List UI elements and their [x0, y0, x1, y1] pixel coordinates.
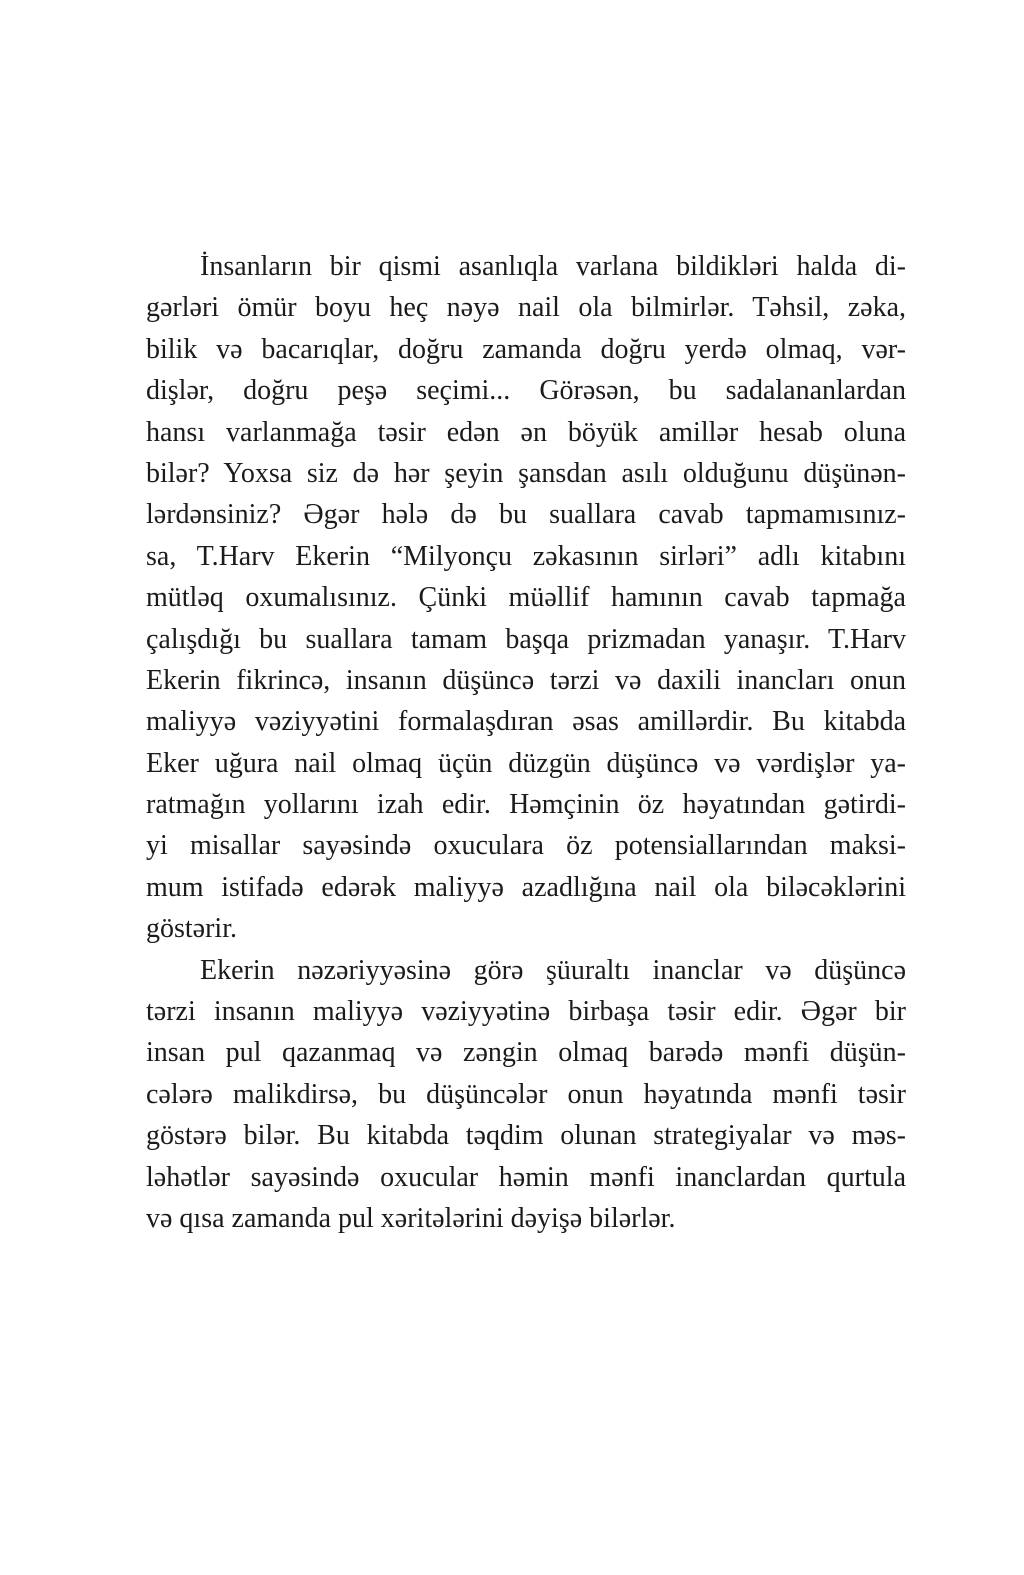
text-line: dişlər, doğru peşə seçimi... Görəsən, bu sadalananlardan — [146, 375, 906, 407]
text-line: gərləri ömür boyu heç nəyə nail ola bilmirlər. Təhsil, zəka, — [146, 292, 906, 324]
text-line: lərdənsiniz? Əgər hələ də bu suallara cavab tapmamısınız- — [146, 499, 906, 531]
text-line: mütləq oxumalısınız. Çünki müəllif hamının cavab tapmağa — [146, 582, 906, 614]
text-line: bilik və bacarıqlar, doğru zamanda doğru yerdə olmaq, vər- — [146, 333, 906, 365]
paragraph-2 — [146, 950, 906, 1240]
text-line: ləhətlər sayəsində oxucular həmin mənfi inanclardan qurtula — [146, 1161, 906, 1193]
text-line: mum istifadə edərək maliyyə azadlığına nail ola biləcəklərini — [146, 871, 906, 903]
text-line: Ekerin nəzəriyyəsinə görə şüuraltı inanclar və düşüncə — [200, 954, 906, 986]
text-line: bilər? Yoxsa siz də hər şeyin şansdan asılı olduğunu düşünən- — [146, 457, 906, 489]
text-line: cələrə malikdirsə, bu düşüncələr onun həyatında mənfi təsir — [146, 1078, 906, 1110]
text-line: hansı varlanmağa təsir edən ən böyük amillər hesab oluna — [146, 416, 906, 448]
text-line: insan pul qazanmaq və zəngin olmaq barədə mənfi düşün- — [146, 1037, 906, 1069]
text-line: Ekerin fikrincə, insanın düşüncə tərzi və daxili inancları onun — [146, 664, 906, 696]
body-text — [146, 246, 906, 1239]
text-line: göstərə bilər. Bu kitabda təqdim olunan strategiyalar və məs- — [146, 1120, 906, 1152]
text-line: sa, T.Harv Ekerin “Milyonçu zəkasının sirləri” adlı kitabını — [146, 540, 906, 572]
text-line: İnsanların bir qismi asanlıqla varlana bildikləri halda di- — [200, 251, 906, 282]
text-line: tərzi insanın maliyyə vəziyyətinə birbaşa təsir edir. Əgər bir — [146, 996, 906, 1028]
text-line: Eker uğura nail olmaq üçün düzgün düşüncə və vərdişlər ya- — [146, 747, 906, 779]
paragraph-1 — [146, 246, 906, 950]
text-line: maliyyə vəziyyətini formalaşdıran əsas amillərdir. Bu kitabda — [146, 706, 906, 738]
text-line: və qısa zamanda pul xəritələrini dəyişə bilərlər. — [146, 1202, 676, 1234]
text-line: göstərir. — [146, 913, 237, 945]
text-line: ratmağın yollarını izah edir. Həmçinin öz həyatından gətirdi- — [146, 789, 906, 821]
text-line: yi misallar sayəsində oxuculara öz potensiallarından maksi- — [146, 830, 906, 862]
text-line: çalışdığı bu suallara tamam başqa prizmadan yanaşır. T.Harv — [146, 623, 906, 655]
